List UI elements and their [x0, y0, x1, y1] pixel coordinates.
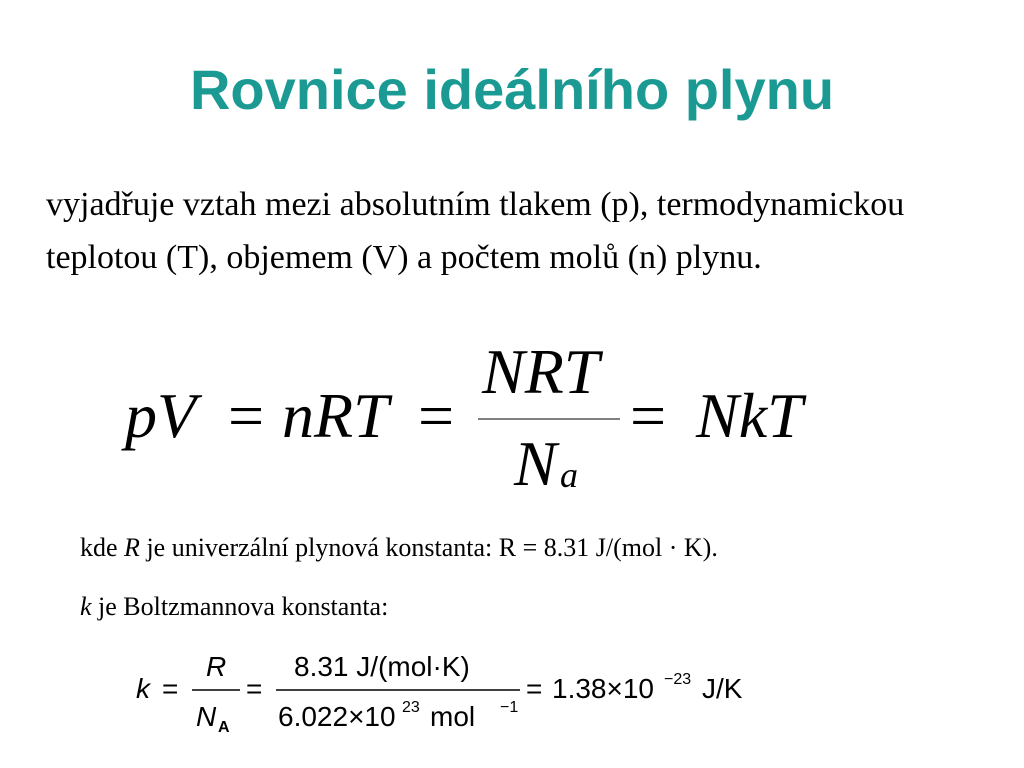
k-def-text: je Boltzmannova konstanta:: [91, 592, 389, 621]
eq-lhs: pV: [125, 380, 197, 451]
r-def-symbol: R: [124, 533, 140, 562]
r-constant-definition: [80, 535, 718, 561]
k-eq-frac2-den-unit-exp: −1: [500, 699, 519, 716]
k-eq-frac1-den-sub: A: [218, 719, 230, 736]
ideal-gas-equation: [120, 335, 840, 505]
k-constant-definition: [80, 594, 388, 620]
r-def-prefix: kde: [80, 533, 125, 562]
eq-equals-1: =: [228, 380, 265, 451]
r-def-text: je univerzální plynová konstanta: R = 8.31 J/(mol · K).: [139, 533, 718, 562]
k-eq-result-exp: −23: [664, 671, 692, 688]
k-eq-frac2-den-unit: mol: [430, 701, 476, 732]
k-eq-equals-2: =: [246, 673, 263, 704]
eq-term1: nRT: [282, 380, 389, 451]
eq-equals-3: =: [630, 380, 667, 451]
eq-denominator-base: N: [514, 428, 557, 499]
k-eq-equals-3: =: [526, 673, 543, 704]
eq-numerator: NRT: [482, 336, 600, 407]
boltzmann-equation: [130, 648, 790, 748]
k-eq-frac2-den-exp: 23: [402, 699, 420, 716]
k-eq-frac1-den-base: N: [196, 701, 217, 732]
intro-paragraph: vyjadřuje vztah mezi absolutním tlakem (p), termodynamickou teplotou (T), objemem (V) a počtem molů (n) plynu.: [46, 186, 905, 276]
k-eq-result-base: 1.38×10: [552, 673, 654, 704]
k-eq-equals-1: =: [162, 673, 179, 704]
eq-equals-2: =: [418, 380, 455, 451]
k-eq-frac2-num: 8.31 J/(mol·K): [294, 651, 470, 682]
eq-rhs: NkT: [696, 380, 803, 451]
k-eq-frac2-den-base: 6.022×10: [278, 701, 396, 732]
k-eq-lhs: k: [136, 673, 150, 704]
k-eq-frac1-num: R: [206, 651, 227, 682]
slide-title: Rovnice ideálního plynu: [189, 58, 835, 121]
k-eq-result-unit: J/K: [702, 673, 743, 704]
eq-denominator-sub: a: [560, 455, 578, 495]
k-def-symbol: k: [80, 592, 92, 621]
